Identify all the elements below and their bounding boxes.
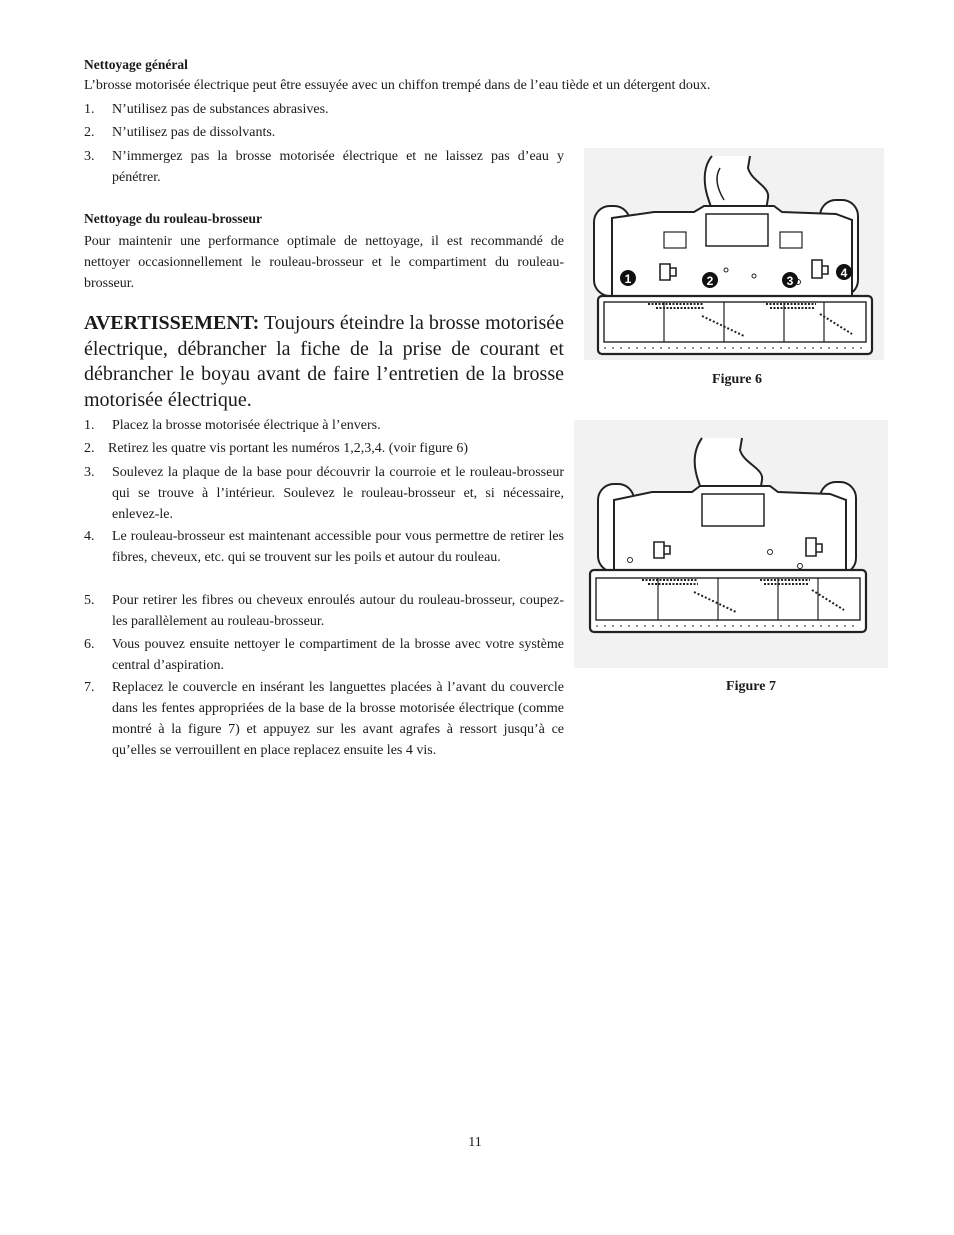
step-text: Replacez le couvercle en insérant les languettes placées à l’avant du couvercle dans les fentes appropriées de la base de la brosse motorisée électrique (comme montré à la figure 7) et appuyez sur les avant agrafes à ressort jusqu’à ce qu’elles se verrouillent en place replacez ensuite les 4 vis. — [112, 680, 564, 758]
marker-3: 3 — [786, 274, 794, 288]
step-text: Le rouleau-brosseur est maintenant accessible pour vous permettre de retirer les fibres, cheveux, etc. qui se trouvent sur les poils et autour du rouleau. — [112, 529, 564, 565]
marker-1: 1 — [624, 272, 632, 286]
figure-6-illustration — [584, 148, 884, 360]
list-number: 3. — [84, 149, 95, 164]
step-number: 4. — [84, 529, 95, 544]
section-title-roller: Nettoyage du rouleau-brosseur — [84, 211, 262, 226]
list-text: N’utilisez pas de substances abrasives. — [112, 102, 329, 117]
step-text: Soulevez la plaque de la base pour découvrir la courroie et le rouleau-brosseur qui se trouve à l’intérieur. Soulevez le rouleau-brosseur et, si nécessaire, enlevez-le. — [112, 465, 564, 522]
step-text: Pour retirer les fibres ou cheveux enroulés autour du rouleau-brosseur, coupez-les parallèlement au rouleau-brosseur. — [112, 593, 564, 629]
marker-2: 2 — [706, 274, 714, 288]
list-number: 2. — [84, 125, 95, 140]
warning-label: AVERTISSEMENT: — [84, 312, 260, 334]
figure-7-caption: Figure 7 — [726, 679, 776, 694]
step-number: 2. — [84, 441, 95, 456]
list-number: 1. — [84, 102, 95, 117]
warning-paragraph — [84, 311, 564, 413]
page-number: 11 — [468, 1135, 482, 1150]
step-number: 1. — [84, 418, 95, 433]
figure-7-illustration — [574, 420, 888, 668]
step-number: 6. — [84, 637, 95, 652]
step-number: 7. — [84, 680, 95, 695]
list-text: N’immergez pas la brosse motorisée électrique et ne laissez pas d’eau y pénétrer. — [112, 149, 564, 185]
warning-text: Toujours éteindre la brosse motorisée électrique, débrancher la fiche de la prise de courant et débrancher le boyau avant de faire l’entretien de la brosse motorisée électrique. — [84, 312, 564, 411]
marker-4: 4 — [840, 266, 848, 280]
figure-6-caption: Figure 6 — [712, 372, 762, 387]
step-number: 5. — [84, 593, 95, 608]
roller-intro: Pour maintenir une performance optimale de nettoyage, il est recommandé de nettoyer occasionnellement le rouleau-brosseur et le compartiment du rouleau-brosseur. — [84, 234, 564, 291]
list-text: N’utilisez pas de dissolvants. — [112, 125, 276, 140]
step-text: Vous pouvez ensuite nettoyer le compartiment de la brosse avec votre système central d’aspiration. — [112, 637, 564, 673]
step-text: Placez la brosse motorisée électrique à l’envers. — [112, 418, 381, 433]
step-number: 3. — [84, 465, 95, 480]
general-intro: L’brosse motorisée électrique peut être essuyée avec un chiffon trempé dans de l’eau tiède et un détergent doux. — [84, 78, 711, 93]
section-title-general: Nettoyage général — [84, 57, 188, 72]
step-text: Retirez les quatre vis portant les numéros 1,2,3,4. (voir figure 6) — [108, 441, 469, 456]
